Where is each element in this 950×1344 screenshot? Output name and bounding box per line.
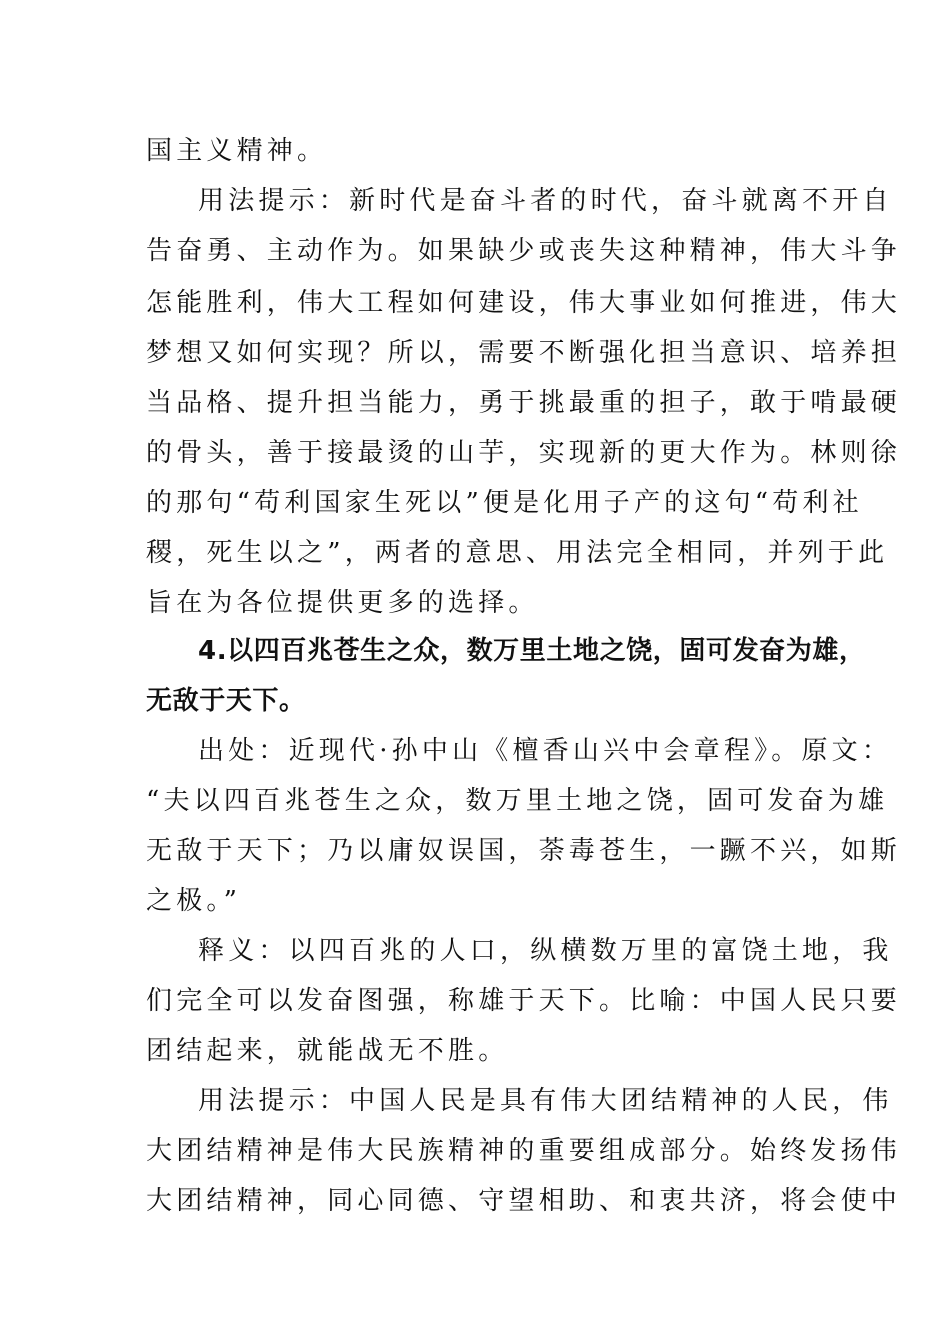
section-heading: 无敌于天下。 bbox=[146, 686, 306, 716]
text-line: 的那句“苟利国家生死以”便是化用子产的这句“苟利社 bbox=[146, 488, 863, 518]
text-line: 国主义精神。 bbox=[146, 136, 328, 166]
text-line: 的骨头，善于接最烫的山芋，实现新的更大作为。林则徐 bbox=[146, 438, 902, 468]
text-line: 用法提示：中国人民是具有伟大团结精神的人民，伟 bbox=[198, 1086, 893, 1116]
text-line: 用法提示：新时代是奋斗者的时代，奋斗就离不开自 bbox=[198, 186, 893, 216]
text-line: 旨在为各位提供更多的选择。 bbox=[146, 588, 539, 618]
text-line: “夫以四百兆苍生之众，数万里土地之饶，固可发奋为雄 bbox=[146, 786, 889, 816]
text-line: 当品格、提升担当能力，勇于挑最重的担子，敢于啃最硬 bbox=[146, 388, 902, 418]
text-line: 怎能胜利，伟大工程如何建设，伟大事业如何推进，伟大 bbox=[146, 288, 902, 318]
text-line: 稷，死生以之”，两者的意思、用法完全相同，并列于此 bbox=[146, 538, 889, 568]
text-line: 出处：近现代·孙中山《檀香山兴中会章程》。原文： bbox=[198, 736, 893, 766]
text-line: 之极。” bbox=[146, 886, 242, 916]
text-line: 们完全可以发奋图强，称雄于天下。比喻：中国人民只要 bbox=[146, 986, 902, 1016]
text-line: 大团结精神，同心同德、守望相助、和衷共济，将会使中 bbox=[146, 1186, 902, 1216]
text-line: 无敌于天下；乃以庸奴误国，荼毒苍生，一蹶不兴，如斯 bbox=[146, 836, 902, 866]
text-line: 梦想又如何实现？所以，需要不断强化担当意识、培养担 bbox=[146, 338, 902, 368]
text-line: 释义：以四百兆的人口，纵横数万里的富饶土地，我 bbox=[198, 936, 893, 966]
text-line: 团结起来，就能战无不胜。 bbox=[146, 1036, 509, 1066]
section-heading: 4.以四百兆苍生之众，数万里土地之饶，固可发奋为雄， bbox=[198, 636, 866, 666]
text-line: 大团结精神是伟大民族精神的重要组成部分。始终发扬伟 bbox=[146, 1136, 902, 1166]
text-line: 告奋勇、主动作为。如果缺少或丧失这种精神，伟大斗争 bbox=[146, 236, 902, 266]
